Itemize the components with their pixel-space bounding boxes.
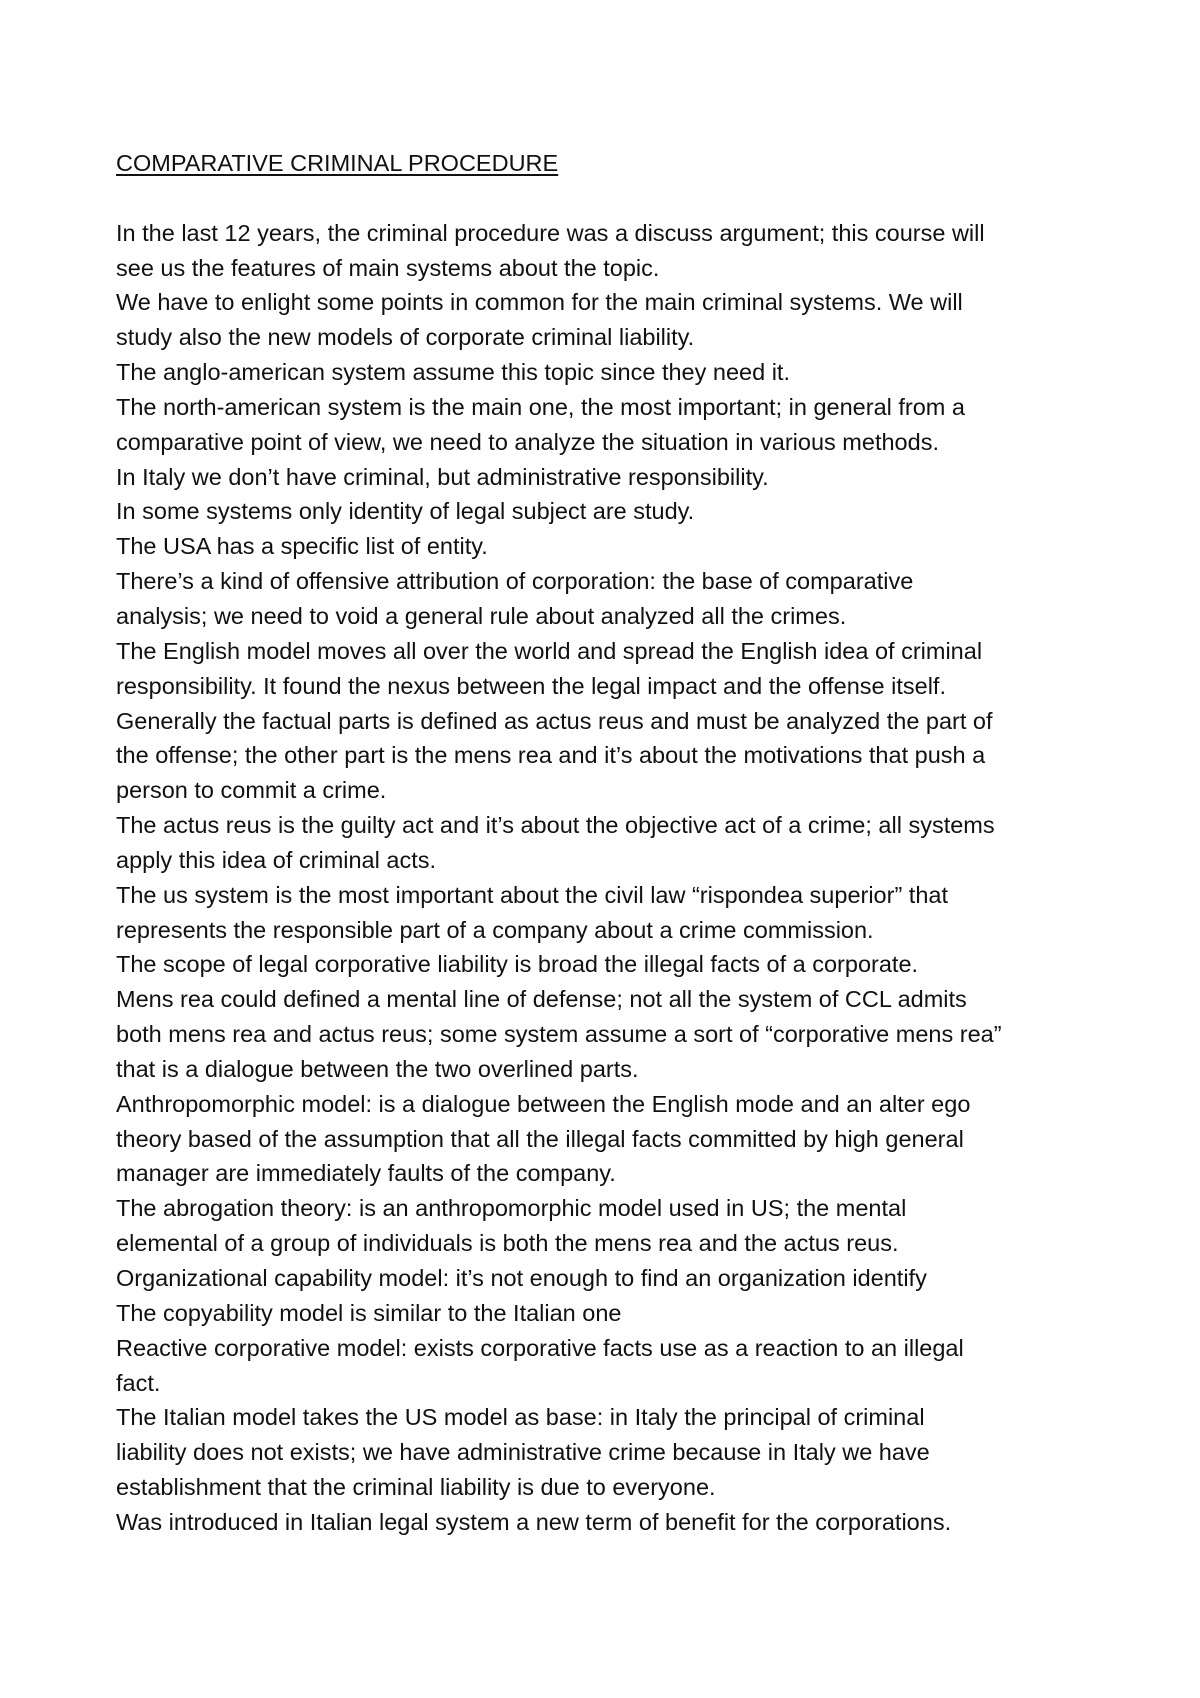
paragraph-line: The scope of legal corporative liability is broad the illegal facts of a corporate.: [116, 951, 919, 978]
paragraph-line: The north-american system is the main one, the most important; in general from a: [116, 393, 965, 420]
paragraph-line: elemental of a group of individuals is both the mens rea and the actus reus.: [116, 1230, 899, 1257]
paragraph-line: The us system is the most important about the civil law “rispondea superior” that: [116, 881, 949, 908]
paragraph: [116, 564, 1116, 634]
paragraph: [116, 1400, 1116, 1505]
paragraph: [116, 878, 1116, 948]
paragraph: [116, 808, 1116, 878]
paragraph-line: The USA has a specific list of entity.: [116, 533, 488, 560]
paragraph-line: Anthropomorphic model: is a dialogue between the English mode and an alter ego: [116, 1090, 971, 1117]
paragraph: [116, 1296, 1116, 1331]
paragraph-line: person to commit a crime.: [116, 777, 387, 804]
paragraph-line: We have to enlight some points in common for the main criminal systems. We will: [116, 289, 963, 316]
paragraph-line: see us the features of main systems about the topic.: [116, 254, 660, 281]
paragraph-line: that is a dialogue between the two overlined parts.: [116, 1055, 639, 1082]
paragraph-line: In some systems only identity of legal subject are study.: [116, 498, 695, 525]
paragraph-line: The English model moves all over the world and spread the English idea of criminal: [116, 637, 983, 664]
paragraph: [116, 982, 1116, 1087]
paragraph-line: analysis; we need to void a general rule about analyzed all the crimes.: [116, 602, 847, 629]
paragraph: [116, 1505, 1116, 1540]
paragraph-line: The anglo-american system assume this topic since they need it.: [116, 359, 790, 386]
paragraph-line: Reactive corporative model: exists corporative facts use as a reaction to an illegal: [116, 1334, 964, 1361]
title-spacer: [116, 181, 1116, 216]
paragraph-line: the offense; the other part is the mens rea and it’s about the motivations that push a: [116, 742, 986, 769]
paragraph-line: The copyability model is similar to the Italian one: [116, 1299, 622, 1326]
paragraph: [116, 390, 1116, 460]
paragraph: [116, 529, 1116, 564]
paragraph-line: study also the new models of corporate criminal liability.: [116, 324, 695, 351]
paragraph-line: The abrogation theory: is an anthropomorphic model used in US; the mental: [116, 1195, 907, 1222]
paragraph: [116, 355, 1116, 390]
paragraph-line: Mens rea could defined a mental line of defense; not all the system of CCL admits: [116, 986, 967, 1013]
paragraph: [116, 494, 1116, 529]
paragraph-line: fact.: [116, 1369, 161, 1396]
paragraph: [116, 1261, 1116, 1296]
paragraph: [116, 947, 1116, 982]
paragraph: [116, 460, 1116, 495]
paragraph: [116, 1191, 1116, 1261]
paragraph-line: manager are immediately faults of the company.: [116, 1160, 616, 1187]
paragraph-line: In the last 12 years, the criminal procedure was a discuss argument; this course will: [116, 219, 985, 246]
paragraph-line: In Italy we don’t have criminal, but administrative responsibility.: [116, 463, 769, 490]
paragraph-list: [116, 216, 1116, 1540]
paragraph-line: establishment that the criminal liability is due to everyone.: [116, 1474, 716, 1501]
paragraph-line: The actus reus is the guilty act and it’s about the objective act of a crime; all systems: [116, 812, 995, 839]
paragraph: [116, 285, 1116, 355]
paragraph-line: Was introduced in Italian legal system a new term of benefit for the corporations.: [116, 1508, 952, 1535]
document-body: [116, 146, 1116, 1540]
paragraph-line: responsibility. It found the nexus between the legal impact and the offense itself.: [116, 672, 946, 699]
paragraph-line: Organizational capability model: it’s not enough to find an organization identify: [116, 1265, 927, 1291]
document-title: COMPARATIVE CRIMINAL PROCEDURE: [116, 150, 559, 176]
paragraph-line: comparative point of view, we need to analyze the situation in various methods.: [116, 428, 939, 455]
paragraph-line: There’s a kind of offensive attribution of corporation: the base of comparative: [116, 568, 914, 595]
paragraph-line: The Italian model takes the US model as base: in Italy the principal of criminal: [116, 1404, 925, 1431]
paragraph-line: theory based of the assumption that all the illegal facts committed by high general: [116, 1125, 964, 1152]
paragraph-line: represents the responsible part of a company about a crime commission.: [116, 916, 874, 943]
paragraph-line: both mens rea and actus reus; some system assume a sort of “corporative mens rea”: [116, 1021, 1002, 1048]
paragraph-line: liability does not exists; we have administrative crime because in Italy we have: [116, 1439, 930, 1466]
paragraph: [116, 216, 1116, 286]
paragraph-line: Generally the factual parts is defined as actus reus and must be analyzed the part of: [116, 707, 993, 734]
paragraph: [116, 1087, 1116, 1192]
paragraph: [116, 1331, 1116, 1401]
paragraph: [116, 634, 1116, 704]
paragraph-line: apply this idea of criminal acts.: [116, 846, 437, 873]
paragraph: [116, 704, 1116, 809]
